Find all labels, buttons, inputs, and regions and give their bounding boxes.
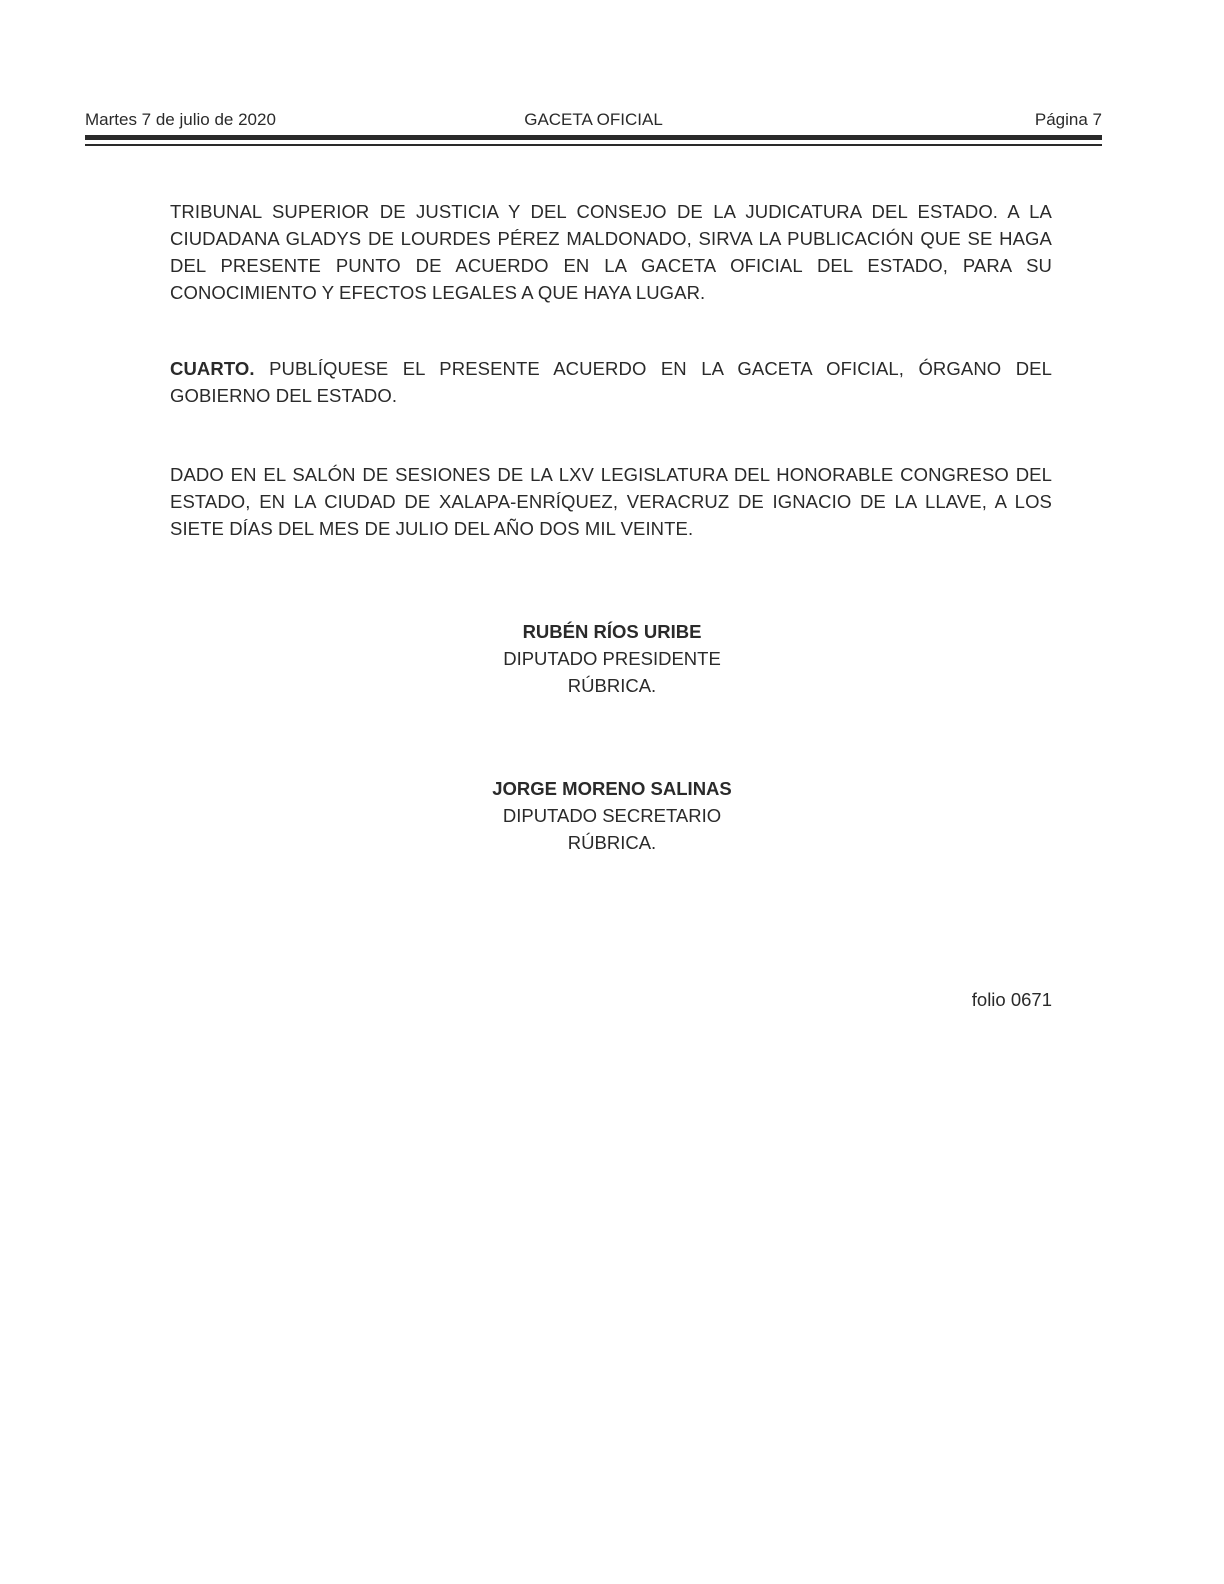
- paragraph-cuarto-label: CUARTO.: [170, 358, 255, 379]
- signature-rubrica: RÚBRICA.: [567, 675, 657, 696]
- signature-block-presidente: [0, 618, 1224, 699]
- signature-role: DIPUTADO PRESIDENTE: [503, 648, 721, 669]
- header-page-number: Página 7: [1034, 110, 1102, 129]
- header-rule-thin: [85, 144, 1102, 146]
- page-header: [85, 110, 1102, 132]
- header-date: Martes 7 de julio de 2020: [85, 110, 276, 129]
- header-title: GACETA OFICIAL: [524, 110, 663, 129]
- signature-role: DIPUTADO SECRETARIO: [502, 805, 722, 826]
- signature-name: RUBÉN RÍOS URIBE: [522, 621, 702, 642]
- paragraph-tribunal: TRIBUNAL SUPERIOR DE JUSTICIA Y DEL CONSEJO DE LA JUDICATURA DEL ESTADO. A LA CIUDADANA GLADYS DE LOURDES PÉREZ MALDONADO, SIRVA LA PUBLICACIÓN QUE SE HAGA DEL PRESENTE PUNTO DE ACUERDO EN LA GACETA OFICIAL DEL ESTADO, PARA SU CONOCIMIENTO Y EFECTOS LEGALES A QUE HAYA LUGAR.: [170, 201, 1052, 303]
- folio-number: folio 0671: [971, 989, 1052, 1010]
- paragraph-cuarto: [170, 355, 1052, 409]
- signature-block-secretario: [0, 775, 1224, 856]
- signature-rubrica: RÚBRICA.: [567, 832, 657, 853]
- signature-name: JORGE MORENO SALINAS: [492, 778, 732, 799]
- paragraph-cuarto-text: PUBLÍQUESE EL PRESENTE ACUERDO EN LA GACETA OFICIAL, ÓRGANO DEL GOBIERNO DEL ESTADO.: [170, 358, 1052, 406]
- header-rule-thick: [85, 135, 1102, 140]
- paragraph-dado: DADO EN EL SALÓN DE SESIONES DE LA LXV LEGISLATURA DEL HONORABLE CONGRESO DEL ESTADO, EN LA CIUDAD DE XALAPA-ENRÍQUEZ, VERACRUZ DE IGNACIO DE LA LLAVE, A LOS SIETE DÍAS DEL MES DE JULIO DEL AÑO DOS MIL VEINTE.: [170, 464, 1052, 539]
